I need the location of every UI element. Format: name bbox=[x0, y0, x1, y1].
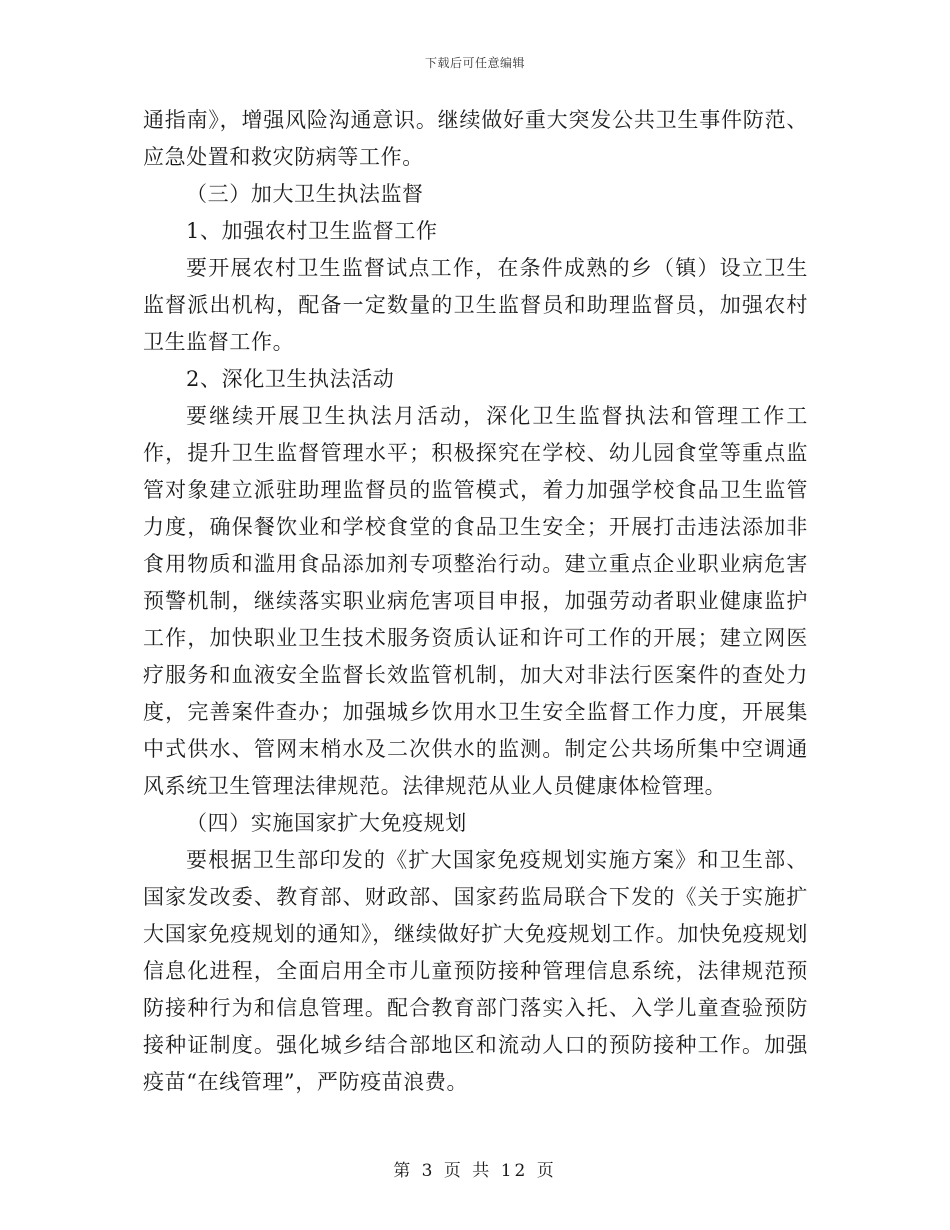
page-number: 第 3 页 共 12 页 bbox=[393, 1161, 557, 1181]
paragraph-law-enforcement: 要继续开展卫生执法月活动，深化卫生监督执法和管理工作工作，提升卫生监督管理水平；积极探究在学校、幼儿园食堂等重点监管对象建立派驻助理监督员的监管模式，着力加强学校食品卫生监管力度，确保餐饮业和学校食堂的食品卫生安全；开展打击违法添加非食用物质和滥用食品添加剂专项整治行动。建立重点企业职业病危害预警机制，继续落实职业病危害项目申报，加强劳动者职业健康监护工作，加快职业卫生技术服务资质认证和许可工作的开展；建立网医疗服务和血液安全监督长效监管机制，加大对非法行医案件的查处力度，完善案件查办；加强城乡饮用水卫生安全监督工作力度，开展集中式供水、管网末梢水及二次供水的监测。制定公共场所集中空调通风系统卫生管理法律规范。法律规范从业人员健康体检管理。 bbox=[143, 404, 808, 798]
header-note: 下载后可任意编辑 bbox=[424, 56, 525, 70]
paragraph-immunization: 要根据卫生部印发的《扩大国家免疫规划实施方案》和卫生部、国家发改委、教育部、财政部、国家药监局联合下发的《关于实施扩大国家免疫规划的通知》，继续做好扩大免疫规划工作。加快免疫规划信息化进程，全面启用全市儿童预防接种管理信息系统，法律规范预防接种行为和信息管理。配合教育部门落实入托、入学儿童查验预防接种证制度。强化城乡结合部地区和流动人口的预防接种工作。加强疫苗“在线管理”，严防疫苗浪费。 bbox=[143, 848, 808, 1094]
paragraph-rural-supervision: 要开展农村卫生监督试点工作，在条件成熟的乡（镇）设立卫生监督派出机构，配备一定数量的卫生监督员和助理监督员，加强农村卫生监督工作。 bbox=[143, 256, 808, 354]
document-body bbox=[143, 102, 808, 1101]
sub-heading-2: 2、深化卫生执法活动 bbox=[186, 367, 395, 391]
section-heading-4: （四）实施国家扩大免疫规划 bbox=[186, 811, 467, 835]
sub-heading-1: 1、加强农村卫生监督工作 bbox=[186, 219, 438, 243]
paragraph-continuation: 通指南》，增强风险沟通意识。继续做好重大突发公共卫生事件防范、应急处置和救灾防病等工作。 bbox=[143, 108, 808, 169]
section-heading-3: （三）加大卫生执法监督 bbox=[186, 182, 424, 206]
